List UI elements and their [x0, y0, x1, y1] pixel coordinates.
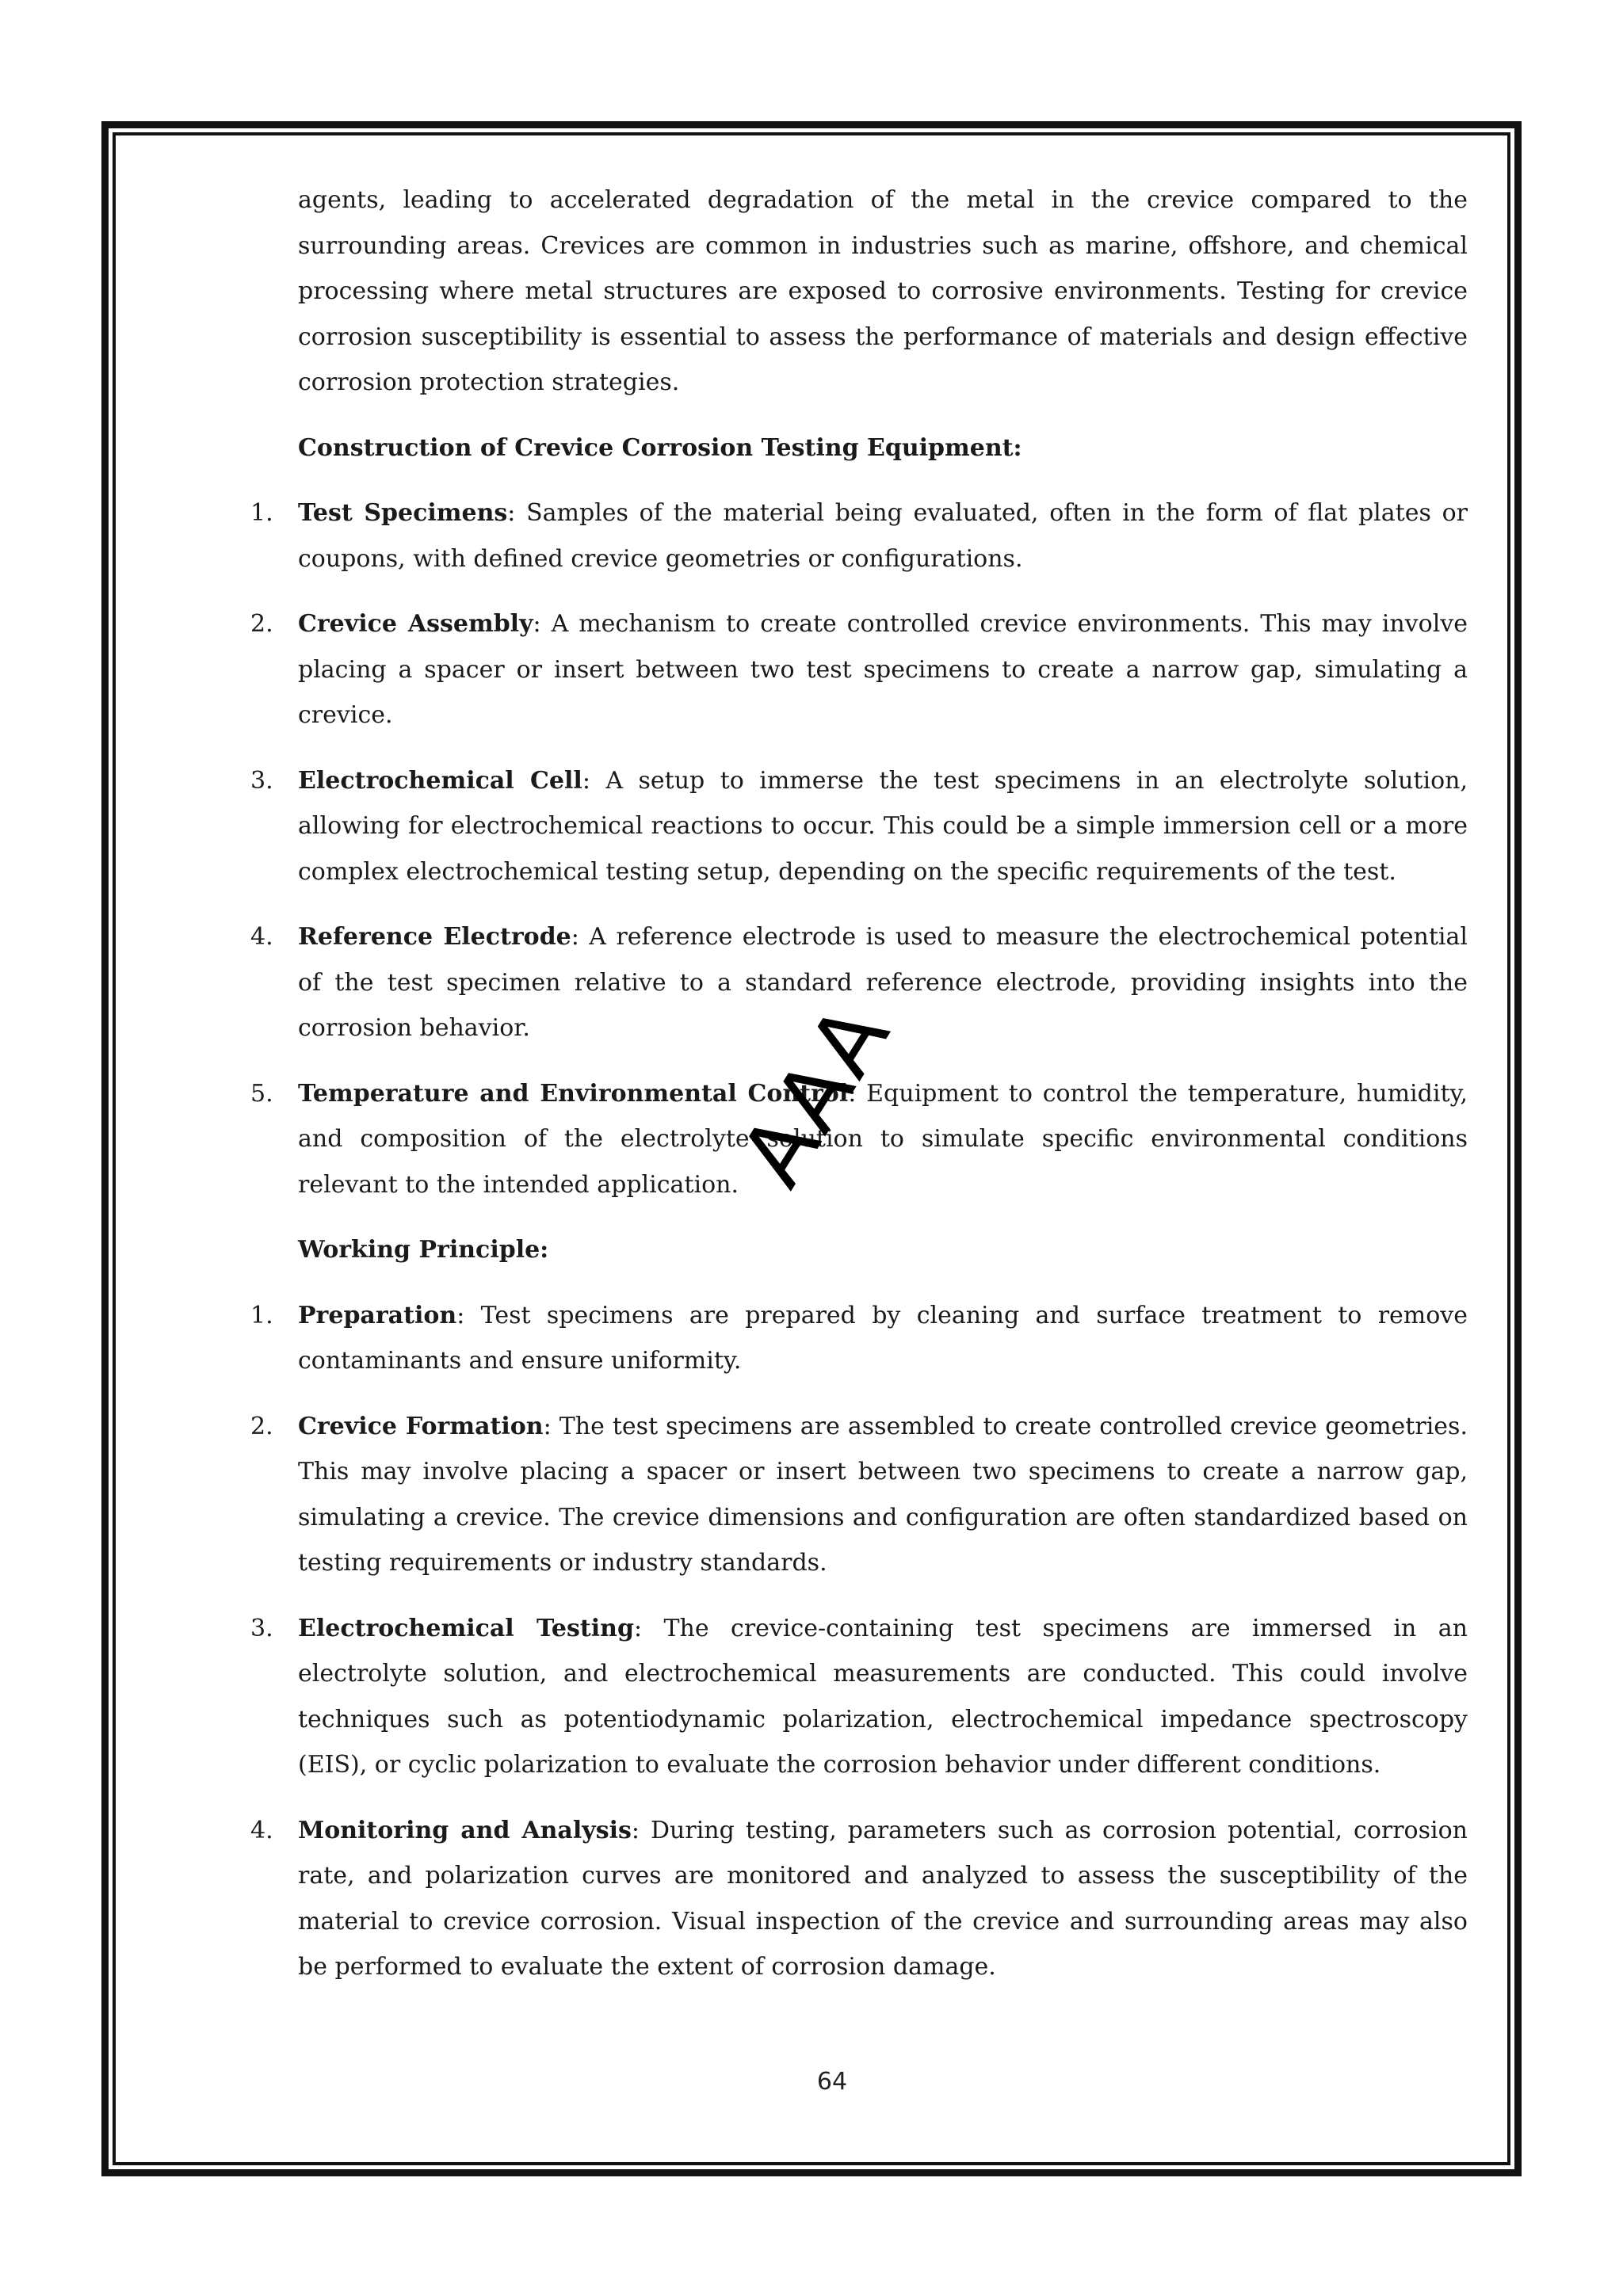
list-item — [250, 758, 1468, 895]
item-term: Crevice Assembly — [298, 610, 533, 638]
item-term: Temperature and Environmental Control — [298, 1079, 849, 1108]
item-term: Monitoring and Analysis — [298, 1816, 632, 1844]
item-number: 3. — [250, 1614, 273, 1642]
item-text: : Test specimens are prepared by cleaning and surface treatment to remove contaminants and ensure uniformity. — [298, 1301, 1468, 1375]
working-list — [250, 1293, 1468, 1990]
item-term: Reference Electrode — [298, 923, 571, 951]
item-text: : The test specimens are assembled to create controlled crevice geometries. This may involve placing a spacer or insert between two specimens to create a narrow gap, simulating a crevice. The crevice dimensions and configuration are often standardized based on testing requirements or industry standards. — [298, 1412, 1468, 1577]
item-number: 4. — [250, 923, 273, 951]
list-item — [250, 1293, 1468, 1384]
item-term: Test Specimens — [298, 499, 508, 527]
item-number: 4. — [250, 1816, 273, 1844]
list-item — [250, 1606, 1468, 1788]
page-content — [250, 177, 1468, 2010]
item-text: : During testing, parameters such as corrosion potential, corrosion rate, and polarization curves are monitored and analyzed to assess the susceptibility of the material to crevice corrosion. Visual inspection of the crevice and surrounding areas may also be performed to evaluate the extent of corrosion damage. — [298, 1816, 1468, 1981]
construction-list — [250, 490, 1468, 1207]
list-item — [250, 490, 1468, 582]
construction-heading: Construction of Crevice Corrosion Testing Equipment: — [298, 433, 1022, 462]
item-term: Crevice Formation — [298, 1412, 544, 1440]
list-item — [250, 1071, 1468, 1208]
item-number: 2. — [250, 1412, 273, 1440]
item-term: Preparation — [298, 1301, 457, 1329]
item-text: : Equipment to control the temperature, humidity, and composition of the electrolyte solution to simulate specific environmental conditions relevant to the intended application. — [298, 1079, 1468, 1199]
item-number: 3. — [250, 766, 273, 795]
watermark: AAA — [721, 986, 911, 1203]
list-item — [250, 601, 1468, 738]
page-number: 64 — [816, 2068, 848, 2096]
item-term: Electrochemical Cell — [298, 766, 582, 795]
item-text: : A setup to immerse the test specimens in an electrolyte solution, allowing for electrochemical reactions to occur. This could be a simple immersion cell or a more complex electrochemical testing setup, depending on the specific requirements of the test. — [298, 766, 1468, 886]
list-item — [250, 1808, 1468, 1990]
list-item — [250, 1404, 1468, 1586]
item-text: : A reference electrode is used to measure the electrochemical potential of the test specimen relative to a standard reference electrode, providing insights into the corrosion behavior. — [298, 923, 1468, 1042]
item-term: Electrochemical Testing — [298, 1614, 634, 1642]
working-heading: Working Principle: — [298, 1236, 549, 1264]
item-number: 2. — [250, 610, 273, 638]
item-number: 5. — [250, 1079, 273, 1108]
item-text: : A mechanism to create controlled crevice environments. This may involve placing a spacer or insert between two test specimens to create a narrow gap, simulating a crevice. — [298, 610, 1468, 729]
item-number: 1. — [250, 1301, 273, 1329]
item-text: : The crevice-containing test specimens are immersed in an electrolyte solution, and electrochemical measurements are conducted. This could involve techniques such as potentiodynamic polarization, electrochemical impedance spectroscopy (EIS), or cyclic polarization to evaluate the corrosion behavior under different conditions. — [298, 1614, 1468, 1779]
item-number: 1. — [250, 499, 273, 527]
item-text: : Samples of the material being evaluated, often in the form of flat plates or coupons, with defined crevice geometries or configurations. — [298, 499, 1468, 573]
intro-paragraph: agents, leading to accelerated degradation of the metal in the crevice compared to the surrounding areas. Crevices are common in industries such as marine, offshore, and chemical processing where metal structures are exposed to corrosive environments. Testing for crevice corrosion susceptibility is essential to assess the performance of materials and design effective corrosion protection strategies. — [298, 186, 1468, 396]
